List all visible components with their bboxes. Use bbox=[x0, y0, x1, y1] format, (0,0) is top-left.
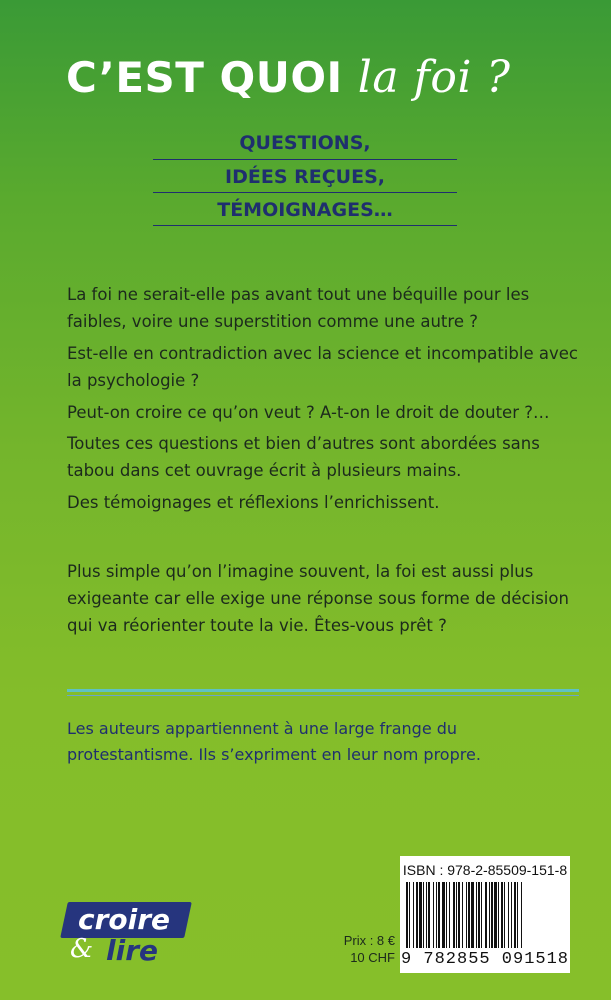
body-paragraph: Toutes ces questions et bien d’autres sont abordées sans tabou dans cet ouvrage écrit à plusieurs mains. bbox=[67, 434, 540, 480]
subtitle-rule bbox=[153, 225, 457, 226]
title-main: C’EST QUOI bbox=[66, 53, 343, 102]
barcode-bar bbox=[498, 882, 499, 948]
barcode-bar bbox=[419, 882, 422, 948]
barcode-bar bbox=[409, 882, 410, 948]
barcode-bar bbox=[501, 882, 503, 948]
barcode-bar bbox=[458, 882, 460, 948]
barcode-digits: 9 782855 091518 bbox=[400, 950, 570, 969]
price-chf: 10 CHF bbox=[350, 950, 395, 965]
barcode-bar bbox=[436, 882, 437, 948]
body-paragraph: Peut-on croire ce qu’on veut ? A-t-on le droit de douter ?… bbox=[67, 403, 550, 422]
section-divider bbox=[67, 689, 579, 692]
barcode-icon bbox=[404, 882, 566, 950]
body-paragraph: Plus simple qu’on l’imagine souvent, la foi est aussi plus exigeante car elle exige une réponse sous forme de décision qui va réorienter toute la vie. Êtes-vous prêt ? bbox=[67, 562, 569, 635]
barcode-bar bbox=[485, 882, 487, 948]
body-paragraph: Est-elle en contradiction avec la science et incompatible avec la psychologie ? bbox=[67, 344, 578, 390]
logo-word-lire: lire bbox=[106, 934, 158, 967]
barcode-bar bbox=[489, 882, 490, 948]
subtitle-line-1: QUESTIONS, bbox=[239, 132, 371, 154]
barcode-bar bbox=[494, 882, 497, 948]
authors-note: Les auteurs appartiennent à une large frange du protestantisme. Ils s’expriment en leur nom propre. bbox=[67, 719, 481, 764]
barcode-bar bbox=[521, 882, 522, 948]
barcode-bar bbox=[514, 882, 516, 948]
barcode-panel bbox=[400, 856, 570, 973]
title-script: la foi ? bbox=[357, 52, 511, 103]
body-paragraph: Des témoignages et réflexions l’enrichissent. bbox=[67, 493, 440, 512]
barcode-bar bbox=[481, 882, 482, 948]
barcode-bar bbox=[517, 882, 518, 948]
barcode-bar bbox=[433, 882, 434, 948]
barcode-bar bbox=[511, 882, 512, 948]
barcode-bar bbox=[491, 882, 493, 948]
subtitle-rule bbox=[153, 192, 457, 193]
barcode-bar bbox=[478, 882, 480, 948]
price-block bbox=[344, 932, 395, 966]
price-eur: Prix : 8 € bbox=[343, 933, 395, 948]
logo-word-croire: croire bbox=[78, 903, 171, 936]
barcode-bar bbox=[446, 882, 447, 948]
barcode-bar bbox=[428, 882, 430, 948]
barcode-bar bbox=[466, 882, 467, 948]
section-divider-thin bbox=[67, 695, 579, 696]
barcode-bar bbox=[416, 882, 418, 948]
barcode-bar bbox=[438, 882, 440, 948]
publisher-logo bbox=[64, 896, 196, 966]
subtitle-line-3: TÉMOIGNAGES… bbox=[217, 199, 393, 221]
barcode-bar bbox=[413, 882, 414, 948]
barcode-bar bbox=[456, 882, 457, 948]
book-title bbox=[66, 52, 511, 103]
barcode-bar bbox=[423, 882, 424, 948]
isbn-label: ISBN : 978-2-85509-151-8 bbox=[402, 862, 568, 878]
barcode-bar bbox=[462, 882, 463, 948]
barcode-bar bbox=[453, 882, 455, 948]
barcode-bar bbox=[406, 882, 408, 948]
subtitle-line-2: IDÉES REÇUES, bbox=[225, 166, 385, 188]
barcode-bar bbox=[442, 882, 445, 948]
logo-ampersand: & bbox=[70, 934, 94, 964]
barcode-bar bbox=[471, 882, 474, 948]
barcode-bar bbox=[476, 882, 477, 948]
barcode-bar bbox=[449, 882, 450, 948]
subtitle-rule bbox=[153, 159, 457, 160]
barcode-bar bbox=[504, 882, 505, 948]
body-paragraph: La foi ne serait-elle pas avant tout une béquille pour les faibles, voire une superstition comme une autre ? bbox=[67, 285, 530, 331]
barcode-bar bbox=[508, 882, 509, 948]
barcode-bar bbox=[468, 882, 470, 948]
barcode-bar bbox=[426, 882, 427, 948]
